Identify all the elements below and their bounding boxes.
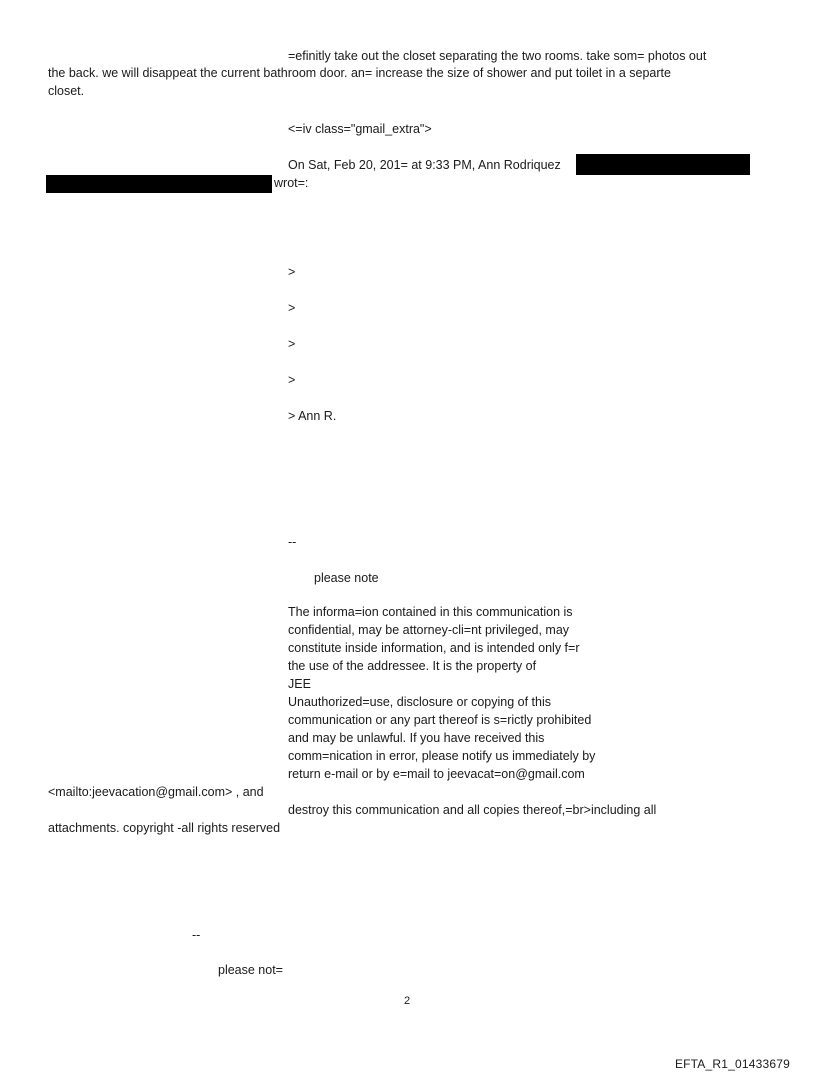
disclaimer-line: comm=nication in error, please notify us immediately by bbox=[288, 749, 596, 763]
body-line-2: the back. we will disappeat the current bathroom door. an= increase the size of shower and put toilet in a separte bbox=[48, 66, 671, 80]
disclaimer-line: return e-mail or by e=mail to jeevacat=on@gmail.com bbox=[288, 767, 585, 781]
disclaimer-line: confidential, may be attorney-cli=nt privileged, may bbox=[288, 623, 570, 637]
copyright-line: attachments. copyright -all rights reserved bbox=[48, 821, 281, 835]
redaction-bar-email bbox=[576, 154, 750, 175]
quote-signoff: > Ann R. bbox=[288, 409, 337, 423]
disclaimer-line: constitute inside information, and is intended only f=r bbox=[288, 641, 580, 655]
second-please-note: please not= bbox=[218, 963, 283, 977]
signature-dashes: -- bbox=[288, 535, 297, 549]
disclaimer-line: the use of the addressee. It is the property of bbox=[288, 659, 537, 673]
gmail-extra-markup: <=iv class="gmail_extra"> bbox=[288, 122, 432, 136]
quote-marker: > bbox=[288, 337, 296, 351]
reply-header: On Sat, Feb 20, 201= at 9:33 PM, Ann Rodriquez bbox=[288, 158, 561, 172]
disclaimer-line: JEE bbox=[288, 677, 311, 691]
please-note-label: please note bbox=[314, 571, 379, 585]
disclaimer-line: Unauthorized=use, disclosure or copying of this bbox=[288, 695, 551, 709]
quote-marker: > bbox=[288, 373, 296, 387]
quote-marker: > bbox=[288, 301, 296, 315]
mailto-line: <mailto:jeevacation@gmail.com> , and bbox=[48, 785, 264, 799]
redaction-bar-address bbox=[46, 175, 272, 193]
page-number: 2 bbox=[404, 995, 411, 1007]
disclaimer-line: and may be unlawful. If you have received this bbox=[288, 731, 545, 745]
wrote-label: wrot=: bbox=[274, 176, 309, 190]
confidentiality-disclaimer bbox=[288, 603, 708, 783]
second-signature-dashes: -- bbox=[192, 928, 201, 942]
quote-marker: > bbox=[288, 265, 296, 279]
destroy-line: destroy this communication and all copies thereof,=br>including all bbox=[288, 803, 657, 817]
disclaimer-line: communication or any part thereof is s=rictly prohibited bbox=[288, 713, 592, 727]
body-line-3: closet. bbox=[48, 84, 85, 98]
body-line-1: =efinitly take out the closet separating the two rooms. take som= photos out bbox=[288, 49, 707, 63]
document-id: EFTA_R1_01433679 bbox=[674, 1057, 790, 1071]
disclaimer-line: The informa=ion contained in this communication is bbox=[288, 605, 573, 619]
